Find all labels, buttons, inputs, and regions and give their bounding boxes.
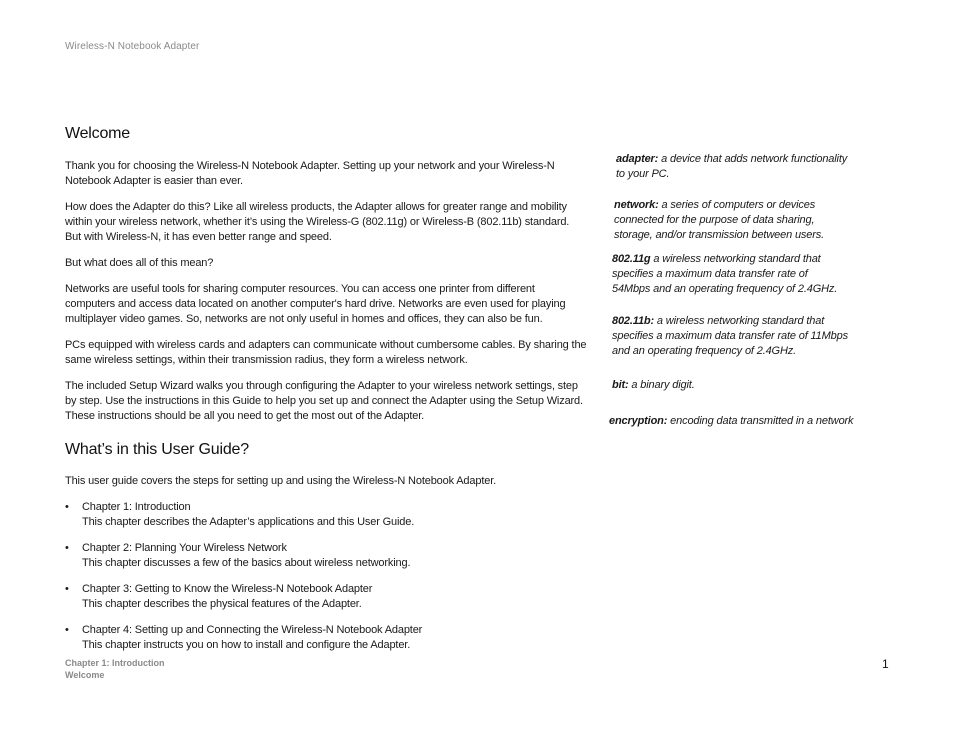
- chapter-description: This chapter discusses a few of the basics about wireless networking.: [82, 557, 411, 569]
- guide-intro: This user guide covers the steps for setting up and using the Wireless-N Notebook Adapter.: [65, 475, 497, 487]
- glossary-term: 802.11b:: [612, 315, 655, 327]
- welcome-paragraph: Thank you for choosing the Wireless-N Notebook Adapter. Setting up your network and your Wireless-N Notebook Adapter is easier than ever.: [65, 160, 555, 187]
- chapter-title: Chapter 1: Introduction: [82, 501, 191, 513]
- glossary-entry-adapter: [616, 152, 852, 182]
- chapter-list-item: [65, 582, 587, 612]
- welcome-paragraph: Networks are useful tools for sharing computer resources. You can access one printer from different computers and access data located on another computer's hard drive. Networks are even used for playing multiplayer video games. So, networks are not only useful in homes and offices, they can also be fun.: [65, 283, 566, 325]
- bullet-icon: •: [65, 624, 69, 636]
- welcome-paragraph: But what does all of this mean?: [65, 257, 214, 269]
- chapter-list: [65, 500, 587, 653]
- bullet-icon: •: [65, 583, 69, 595]
- glossary-entry-802-11b: [612, 314, 852, 359]
- welcome-paragraph: The included Setup Wizard walks you through configuring the Adapter to your wireless network settings, step by step. Use the instructions in this Guide to help you set up and connect the Adapter using the Setup Wizard. These instructions should be all you need to get the most out of the Adapter.: [65, 380, 583, 422]
- chapter-list-item: [65, 623, 587, 653]
- bullet-icon: •: [65, 542, 69, 554]
- main-content: [65, 125, 587, 664]
- running-header: Wireless-N Notebook Adapter: [65, 41, 200, 52]
- chapter-description: This chapter describes the Adapter’s applications and this User Guide.: [82, 516, 415, 528]
- footer-section: Welcome: [65, 670, 105, 680]
- glossary-definition: encoding data transmitted in a network: [670, 415, 854, 427]
- glossary-entry-802-11g: [612, 252, 848, 297]
- chapter-list-item: [65, 541, 587, 571]
- glossary-definition: a binary digit.: [631, 379, 695, 391]
- glossary-entry-network: [614, 198, 832, 243]
- glossary-term: encryption:: [609, 415, 668, 427]
- chapter-title: Chapter 4: Setting up and Connecting the Wireless-N Notebook Adapter: [82, 624, 423, 636]
- glossary-term: 802.11g: [612, 253, 651, 265]
- glossary-definition: a device that adds network functionality to your PC.: [616, 153, 848, 180]
- welcome-paragraph: How does the Adapter do this? Like all wireless products, the Adapter allows for greater range and mobility within your wireless network, whether it’s using the Wireless-G (802.11g) or Wireless-B (802.11b) standard. But with Wireless-N, it has even better range and speed.: [65, 201, 570, 243]
- glossary-term: network:: [614, 199, 659, 211]
- chapter-description: This chapter describes the physical features of the Adapter.: [82, 598, 362, 610]
- glossary-definition: a series of computers or devices connected for the purpose of data sharing, storage, and/or transmission between users.: [614, 199, 824, 241]
- chapter-title: Chapter 3: Getting to Know the Wireless-N Notebook Adapter: [82, 583, 373, 595]
- guide-heading: What’s in this User Guide?: [65, 441, 249, 458]
- chapter-list-item: [65, 500, 587, 530]
- glossary-entry-encryption: [609, 414, 929, 429]
- bullet-icon: •: [65, 501, 69, 513]
- glossary-definition: a wireless networking standard that specifies a maximum data transfer rate of 11Mbps and an operating frequency of 2.4GHz.: [612, 315, 848, 357]
- chapter-title: Chapter 2: Planning Your Wireless Network: [82, 542, 287, 554]
- welcome-heading: Welcome: [65, 125, 130, 142]
- footer-chapter: Chapter 1: Introduction: [65, 658, 165, 668]
- page-footer: [65, 657, 165, 681]
- glossary-entry-bit: [612, 378, 852, 393]
- welcome-paragraph: PCs equipped with wireless cards and adapters can communicate without cumbersome cables. By sharing the same wireless settings, within their transmission radius, they form a wireless network.: [65, 339, 587, 366]
- glossary-term: adapter:: [616, 153, 659, 165]
- chapter-description: This chapter instructs you on how to install and configure the Adapter.: [82, 639, 411, 651]
- glossary-definition: a wireless networking standard that specifies a maximum data transfer rate of 54Mbps and an operating frequency of 2.4GHz.: [612, 253, 838, 295]
- glossary-term: bit:: [612, 379, 629, 391]
- page-number: 1: [882, 657, 889, 671]
